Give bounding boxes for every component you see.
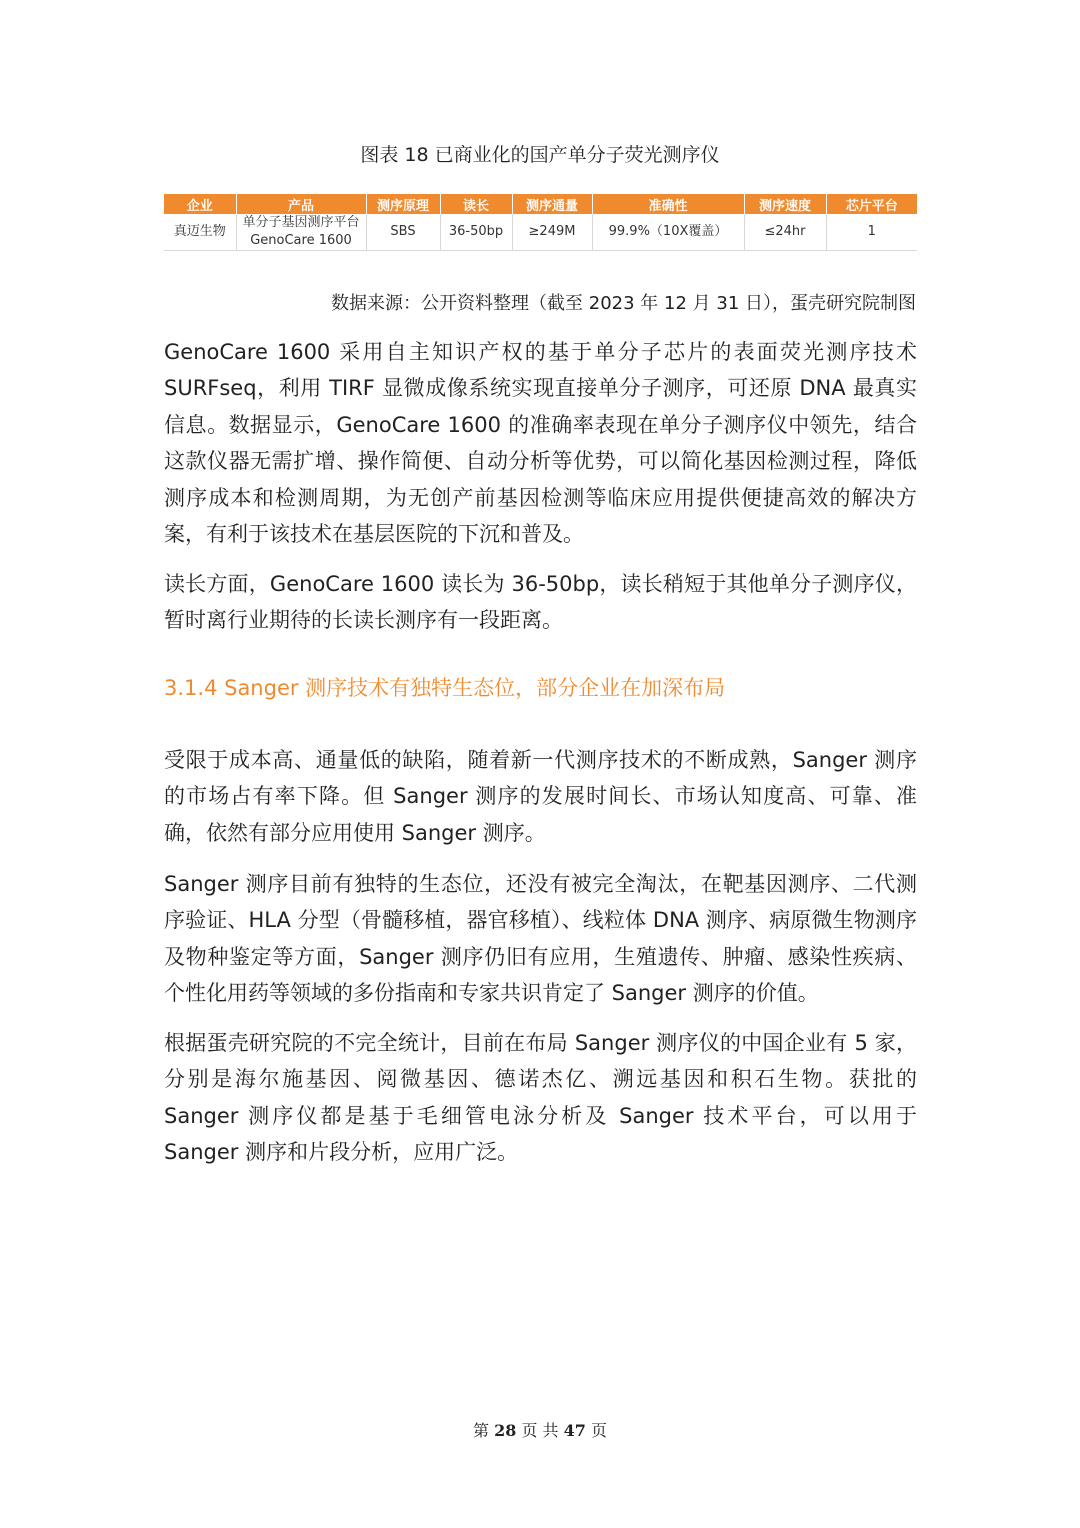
cell-company: 真迈生物	[164, 214, 236, 251]
header-speed: 测序速度	[744, 194, 826, 214]
body-paragraph: 根据蛋壳研究院的不完全统计，目前在布局 Sanger 测序仪的中国企业有 5 家，分别是海尔施基因、阅微基因、德诺杰亿、溯远基因和积石生物。获批的 Sanger 测序仪都是基于毛细管电泳分析及 Sanger 技术平台，可以用于 Sanger 测序和片段分析，应用广泛。	[164, 1031, 917, 1165]
cell-principle: SBS	[366, 214, 440, 251]
header-accuracy: 准确性	[592, 194, 744, 214]
header-product: 产品	[236, 194, 366, 214]
body-paragraph: GenoCare 1600 采用自主知识产权的基于单分子芯片的表面荧光测序技术 SURFseq，利用 TIRF 显微成像系统实现直接单分子测序，可还原 DNA 最真实信息。数据显示，GenoCare 1600 的准确率表现在单分子测序仪中领先，结合这款仪器无需扩增、操作简便、自动分析等优势，可以简化基因检测过程，降低测序成本和检测周期，为无创产前基因检测等临床应用提供便捷高效的解决方案，有利于该技术在基层医院的下沉和普及。	[164, 340, 917, 547]
table-header-row	[164, 194, 917, 214]
total-page-number: 47	[563, 1421, 586, 1440]
cell-speed: ≤24hr	[744, 214, 826, 251]
footer-prefix: 第	[472, 1421, 489, 1440]
body-paragraph: 读长方面，GenoCare 1600 读长为 36-50bp，读长稍短于其他单分子测序仪，暂时离行业期待的长读长测序有一段距离。	[164, 572, 917, 633]
cell-chip-platform: 1	[826, 214, 917, 251]
data-source-note: 数据来源：公开资料整理（截至 2023 年 12 月 31 日），蛋壳研究院制图	[331, 293, 916, 314]
cell-read-length: 36-50bp	[440, 214, 512, 251]
body-paragraph: 受限于成本高、通量低的缺陷，随着新一代测序技术的不断成熟，Sanger 测序的市场占有率下降。但 Sanger 测序的发展时间长、市场认知度高、可靠、准确，依然有部分应用使用 Sanger 测序。	[164, 748, 917, 845]
current-page-number: 28	[494, 1421, 517, 1440]
cell-throughput: ≥249M	[512, 214, 592, 251]
section-heading: 3.1.4 Sanger 测序技术有独特生态位，部分企业在加深布局	[164, 676, 726, 700]
page-footer	[0, 1418, 1080, 1441]
header-throughput: 测序通量	[512, 194, 592, 214]
header-read-length: 读长	[440, 194, 512, 214]
footer-middle: 页 共	[521, 1421, 559, 1440]
cell-product: 单分子基因测序平台 GenoCare 1600	[236, 214, 366, 251]
header-principle: 测序原理	[366, 194, 440, 214]
body-paragraph: Sanger 测序目前有独特的生态位，还没有被完全淘汰，在靶基因测序、二代测序验证、HLA 分型（骨髓移植，器官移植）、线粒体 DNA 测序、病原微生物测序及物种鉴定等方面，Sanger 测序仍旧有应用，生殖遗传、肿瘤、感染性疾病、个性化用药等领域的多份指南和专家共识肯定了 Sanger 测序的价值。	[164, 872, 917, 1006]
table-row	[164, 214, 917, 251]
cell-accuracy: 99.9%（10X覆盖）	[592, 214, 744, 251]
header-chip-platform: 芯片平台	[826, 194, 917, 214]
header-company: 企业	[164, 194, 236, 214]
product-table	[164, 194, 917, 251]
footer-suffix: 页	[591, 1421, 608, 1440]
figure-caption: 图表 18 已商业化的国产单分子荧光测序仪	[360, 144, 720, 166]
